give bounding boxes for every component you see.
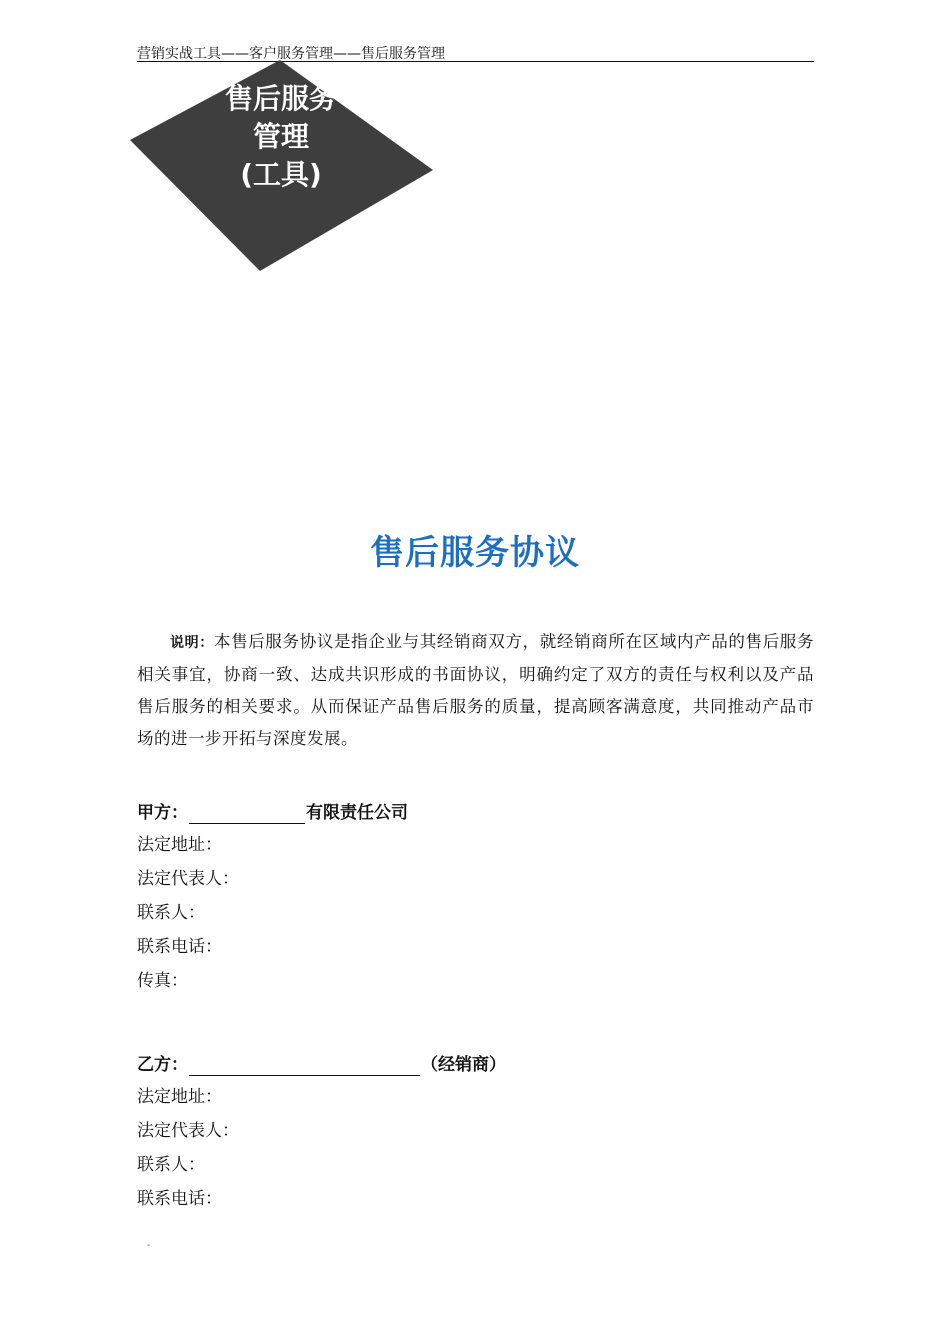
party-a-name-blank[interactable] <box>189 801 305 824</box>
party-b-heading <box>137 1050 814 1080</box>
badge-title-line-1: 售后服务 <box>224 82 337 115</box>
description-label: 说明： <box>170 635 214 651</box>
party-b-field-phone: 联系电话： <box>137 1189 222 1209</box>
description-text: 本售后服务协议是指企业与其经销商双方，就经销商所在区域内产品的售后服务相关事宜，协商一致、达成共识形成的书面协议，明确约定了双方的责任与权利以及产品售后服务的相关要求。从而保证产品售后服务的质量，提高顾客满意度，共同推动产品市场的进一步开拓与深度发展。 <box>137 632 815 748</box>
document-title: 售后服务协议 <box>370 533 580 573</box>
party-a-field-representative: 法定代表人： <box>137 869 239 889</box>
party-b-section <box>137 1050 814 1216</box>
party-b-label: 乙方： <box>137 1055 188 1075</box>
party-a-field-phone: 联系电话： <box>137 937 222 957</box>
badge-title-line-3: (工具) <box>240 158 322 191</box>
party-a-heading <box>137 798 814 828</box>
party-a-label: 甲方： <box>137 803 188 823</box>
party-a-field-contact: 联系人： <box>137 903 205 923</box>
badge-title <box>181 80 381 194</box>
description-paragraph <box>137 626 814 755</box>
party-a-suffix: 有限责任公司 <box>306 803 408 823</box>
page-header-breadcrumb: 营销实战工具——客户服务管理——售后服务管理 <box>137 46 445 62</box>
badge-title-line-2: 管理 <box>252 120 309 153</box>
party-a-field-fax: 传真： <box>137 971 188 991</box>
party-a-section <box>137 798 814 998</box>
party-b-name-blank[interactable] <box>189 1053 420 1076</box>
party-b-field-contact: 联系人： <box>137 1155 205 1175</box>
party-a-field-address: 法定地址： <box>137 835 222 855</box>
party-b-suffix: （经销商） <box>421 1055 506 1075</box>
party-b-field-address: 法定地址： <box>137 1087 222 1107</box>
page-mark: - <box>147 1240 151 1251</box>
party-b-field-representative: 法定代表人： <box>137 1121 239 1141</box>
